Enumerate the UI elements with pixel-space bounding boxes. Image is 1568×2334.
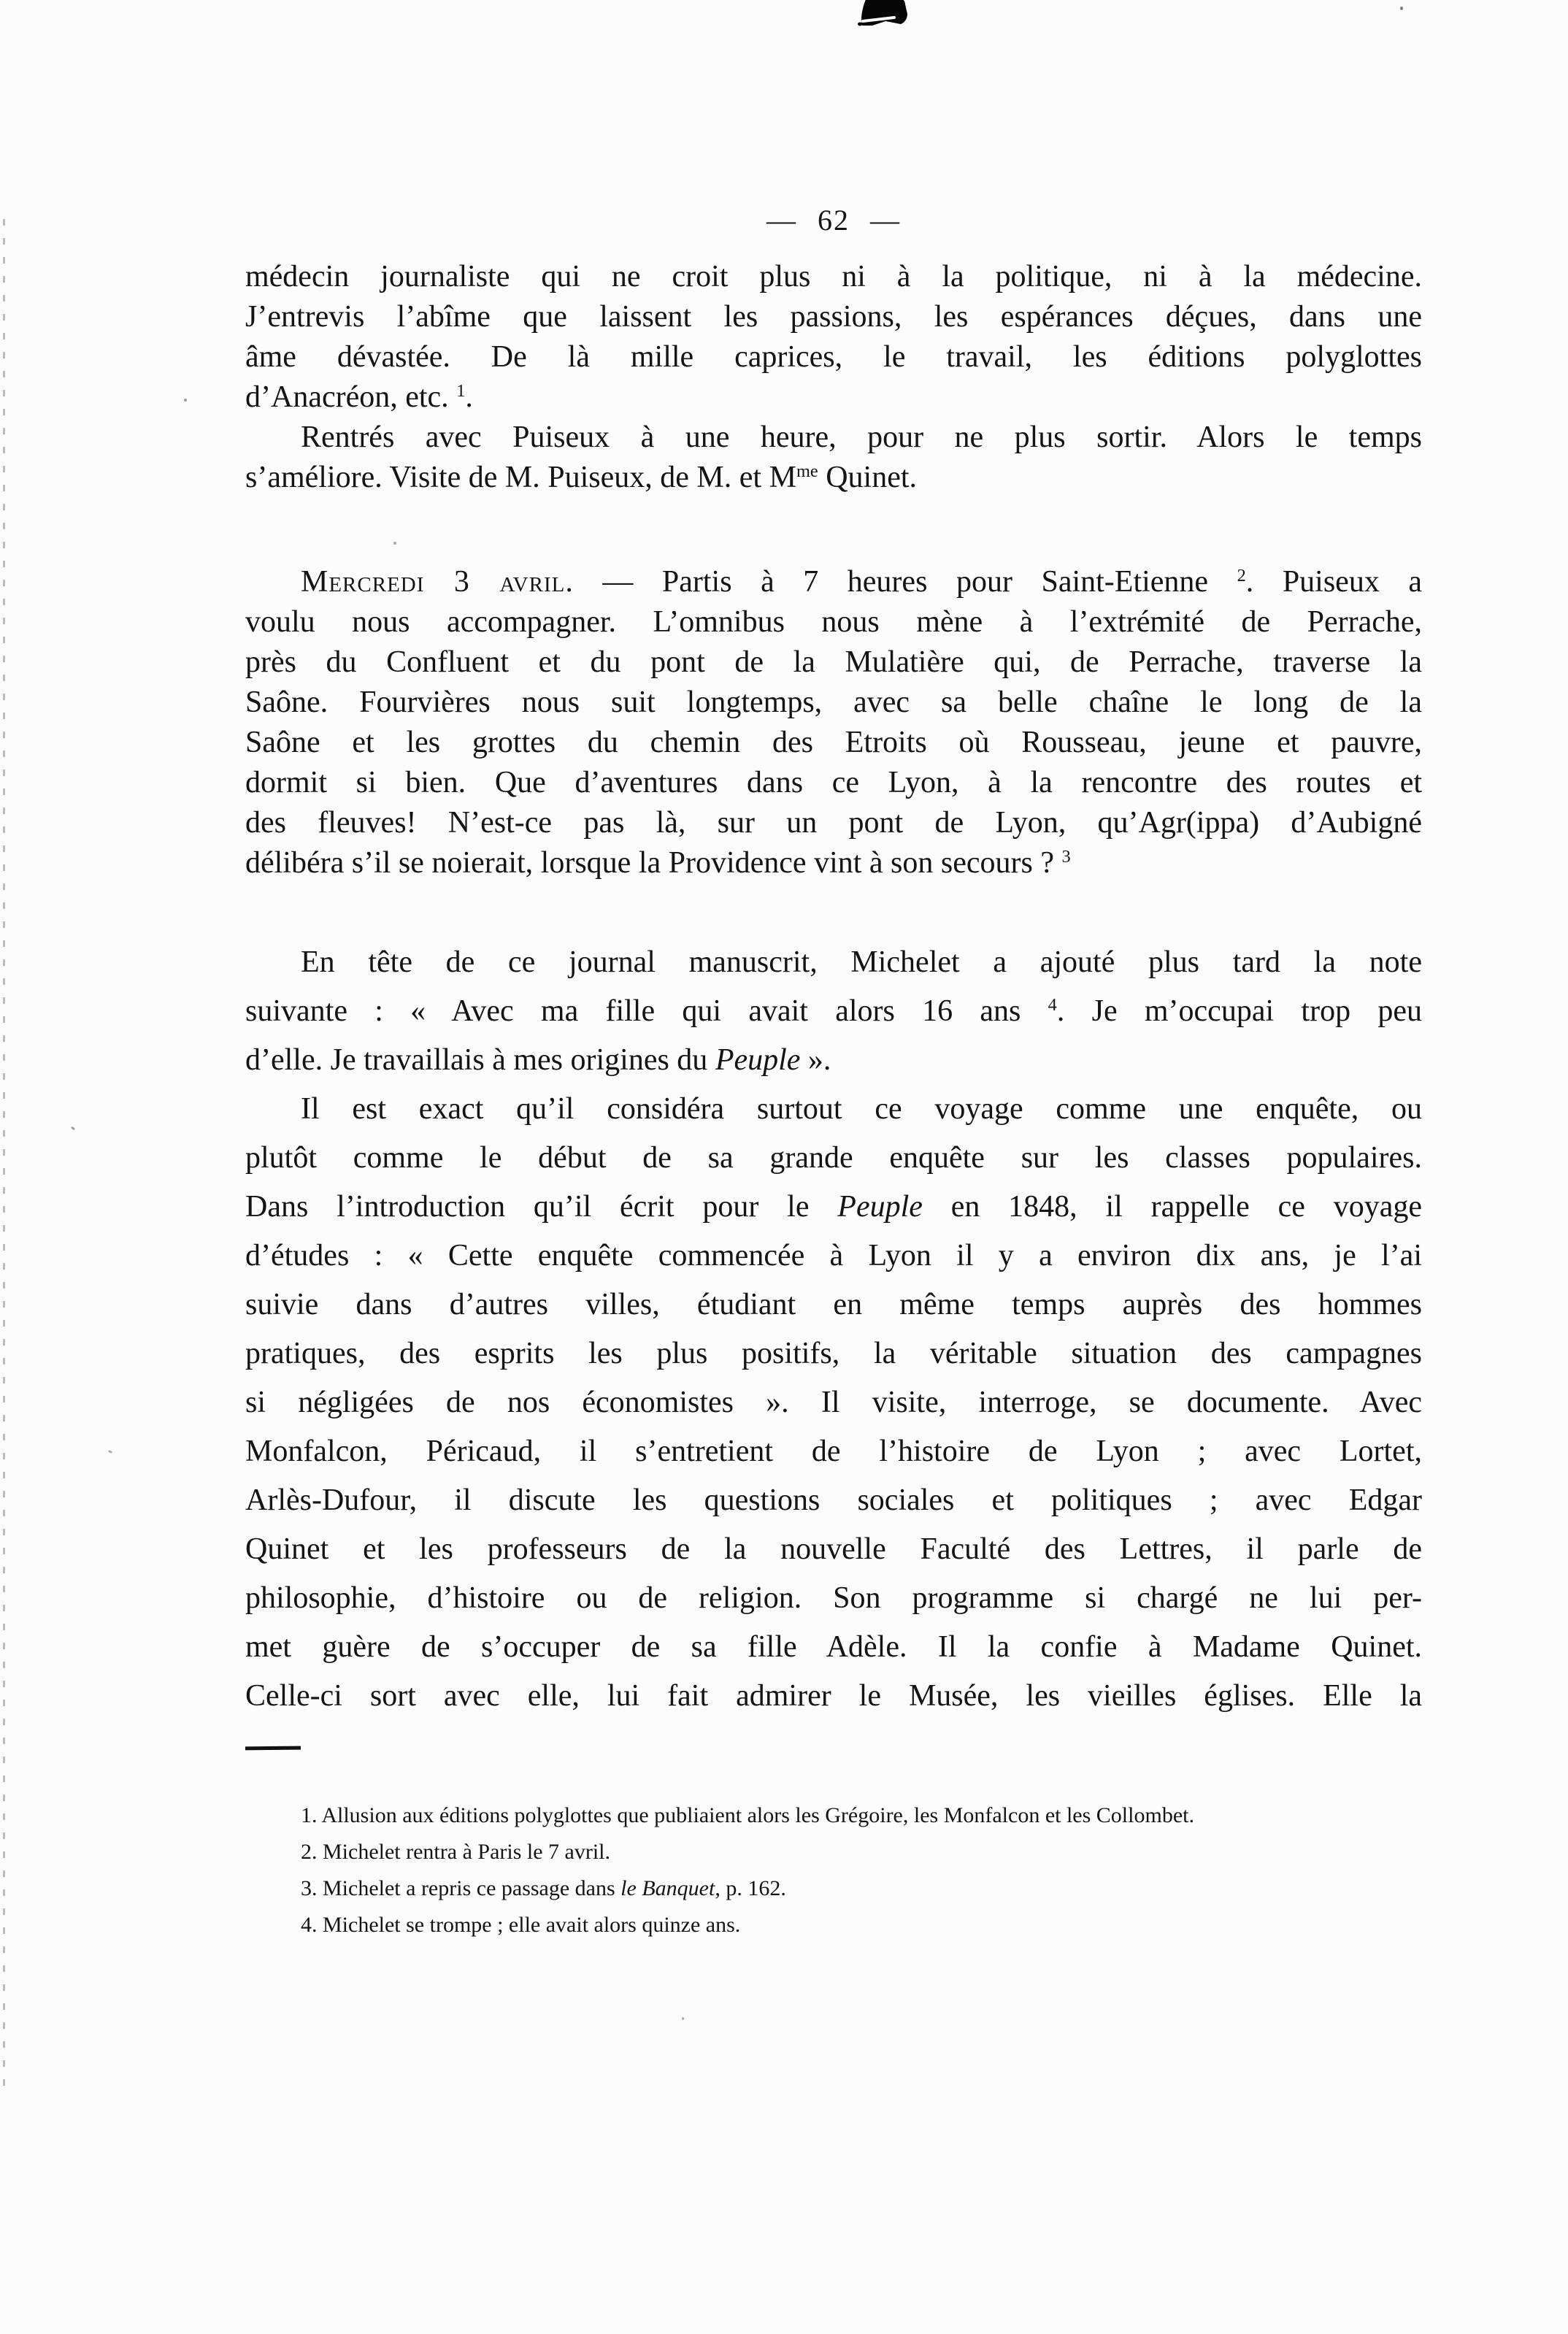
footnote-reference: me (796, 461, 818, 481)
text-run: Saône et les grottes du chemin des Etroits où Rousseau, jeune et pauvre, (245, 726, 1422, 759)
text-run: Saône. Fourvières nous suit longtemps, avec sa belle chaîne le long de la (245, 686, 1422, 719)
text-run: met guère de s’occuper de sa fille Adèle. Il la confie à Madame Quinet. (245, 1630, 1422, 1664)
text-line (245, 803, 1422, 843)
text-run: s’améliore. Visite de M. Puiseux, de M. et M (245, 461, 796, 494)
text-run: Arlès-Dufour, il discute les questions sociales et politiques ; avec Edgar (245, 1483, 1422, 1517)
text-run: philosophie, d’histoire ou de religion. Son programme si chargé ne lui per- (245, 1581, 1422, 1615)
text-run: . Je m’occupai trop peu (1056, 994, 1422, 1028)
text-run: Celle-ci sort avec elle, lui fait admirer le Musée, les vieilles églises. Elle la (245, 1679, 1422, 1713)
text-run: plutôt comme le début de sa grande enquête sur les classes populaires. (245, 1141, 1422, 1175)
text-line (245, 1672, 1422, 1721)
text-line (245, 1525, 1422, 1574)
text-run: pratiques, des esprits les plus positifs, la véritable situation des campagnes (245, 1337, 1422, 1370)
footnote-separator-rule (245, 1746, 301, 1751)
text-run: J’entrevis l’abîme que laissent les passions, les espérances déçues, dans une (245, 300, 1422, 334)
text-line (245, 683, 1422, 723)
text-line (245, 1134, 1422, 1183)
text-line (245, 337, 1422, 377)
text-line (245, 1427, 1422, 1476)
footnote-reference: 3 (1061, 847, 1071, 867)
footnote-reference: 4 (1048, 995, 1057, 1015)
text-run: . Puiseux a (1245, 565, 1422, 599)
text-run: suivante : « Avec ma fille qui avait alors 16 ans (245, 994, 1048, 1028)
page-number: — 62 — (766, 204, 901, 237)
text-run: Quinet. (818, 461, 918, 494)
text-line (245, 1036, 1422, 1085)
text-line (245, 1085, 1422, 1134)
text-run: près du Confluent et du pont de la Mulatière qui, de Perrache, traverse la (245, 645, 1422, 679)
text-line (245, 458, 1422, 498)
text-line (245, 297, 1422, 337)
text-run: le Banquet (620, 1876, 715, 1900)
footnote-line (301, 1907, 1418, 1943)
text-run: Dans l’introduction qu’il écrit pour le (245, 1190, 838, 1224)
text-run: Monfalcon, Péricaud, il s’entretient de l’histoire de Lyon ; avec Lortet, (245, 1435, 1422, 1468)
text-line (245, 843, 1422, 883)
text-run: des fleuves! N’est-ce pas là, sur un pont de Lyon, qu’Agr(ippa) d’Aubigné (245, 806, 1422, 840)
scan-speck (71, 1126, 76, 1131)
text-run: médecin journaliste qui ne croit plus ni à la politique, ni à la médecine. (245, 260, 1422, 293)
text-line (245, 602, 1422, 642)
text-run: en 1848, il rappelle ce voyage (922, 1190, 1422, 1224)
text-run: 4. Michelet se trompe ; elle avait alors quinze ans. (301, 1913, 741, 1937)
text-line (245, 1281, 1422, 1329)
scan-speck (1400, 7, 1403, 10)
text-run: d’elle. Je travaillais à mes origines du (245, 1043, 715, 1077)
text-line (245, 257, 1422, 297)
text-run: Mercredi 3 avril. (301, 565, 574, 599)
text-line (245, 763, 1422, 803)
text-run: ». (800, 1043, 831, 1077)
text-run: âme dévastée. De là mille caprices, le travail, les éditions polyglottes (245, 340, 1422, 374)
text-run: . (465, 380, 473, 414)
text-run: — Partis à 7 heures pour Saint-Etienne (573, 565, 1237, 599)
section-journal-continuation (245, 257, 1422, 498)
footnote-reference: 2 (1237, 566, 1246, 586)
footnote-line (301, 1797, 1418, 1834)
text-run: Rentrés avec Puiseux à une heure, pour ne plus sortir. Alors le temps (301, 421, 1422, 454)
footnote-line (301, 1870, 1418, 1907)
text-run: 2. Michelet rentra à Paris le 7 avril. (301, 1840, 611, 1864)
section-footnotes (301, 1797, 1418, 1943)
text-run: délibéra s’il se noierait, lorsque la Providence vint à son secours ? (245, 846, 1062, 880)
scan-speck (108, 1450, 113, 1454)
scan-noise-left-margin (3, 219, 5, 2088)
scan-speck (184, 399, 187, 402)
text-line (245, 1476, 1422, 1525)
text-line (245, 377, 1422, 418)
text-run: d’Anacréon, etc. (245, 380, 457, 414)
text-line (245, 642, 1422, 683)
text-line (245, 1232, 1422, 1281)
text-body (245, 257, 1422, 1943)
ink-smudge-artifact (856, 0, 912, 28)
text-run: Peuple (715, 1043, 801, 1077)
section-editor-commentary (245, 938, 1422, 1721)
text-run: d’études : « Cette enquête commencée à Lyon il y a environ dix ans, je l’ai (245, 1239, 1422, 1272)
section-journal-entry-april-3 (245, 562, 1422, 883)
text-line (245, 987, 1422, 1036)
text-run: 1. Allusion aux éditions polyglottes que publiaient alors les Grégoire, les Monfalcon et les Collombet. (301, 1803, 1194, 1827)
text-line (245, 562, 1422, 602)
text-line (245, 1623, 1422, 1672)
footnote-reference: 1 (456, 381, 466, 401)
text-run: suivie dans d’autres villes, étudiant en même temps auprès des hommes (245, 1288, 1422, 1321)
text-line (245, 723, 1422, 763)
text-run: si négligées de nos économistes ». Il visite, interroge, se documente. Avec (245, 1386, 1422, 1419)
text-line (245, 418, 1422, 458)
text-line (245, 1378, 1422, 1427)
text-run: En tête de ce journal manuscrit, Michelet a ajouté plus tard la note (301, 945, 1422, 979)
text-run: , p. 162. (715, 1876, 786, 1900)
scan-speck (682, 2017, 684, 2020)
text-run: Quinet et les professeurs de la nouvelle Faculté des Lettres, il parle de (245, 1532, 1422, 1566)
text-run: voulu nous accompagner. L’omnibus nous mène à l’extrémité de Perrache, (245, 605, 1422, 639)
text-line (245, 1183, 1422, 1232)
text-line (245, 1329, 1422, 1378)
text-run: 3. Michelet a repris ce passage dans (301, 1876, 621, 1900)
text-line (245, 1574, 1422, 1623)
footnote-line (301, 1834, 1418, 1870)
text-run: Peuple (837, 1190, 923, 1224)
text-line (245, 938, 1422, 987)
text-run: dormit si bien. Que d’aventures dans ce Lyon, à la rencontre des routes et (245, 766, 1422, 799)
text-run: Il est exact qu’il considéra surtout ce voyage comme une enquête, ou (301, 1092, 1422, 1126)
scan-speck (393, 542, 396, 545)
